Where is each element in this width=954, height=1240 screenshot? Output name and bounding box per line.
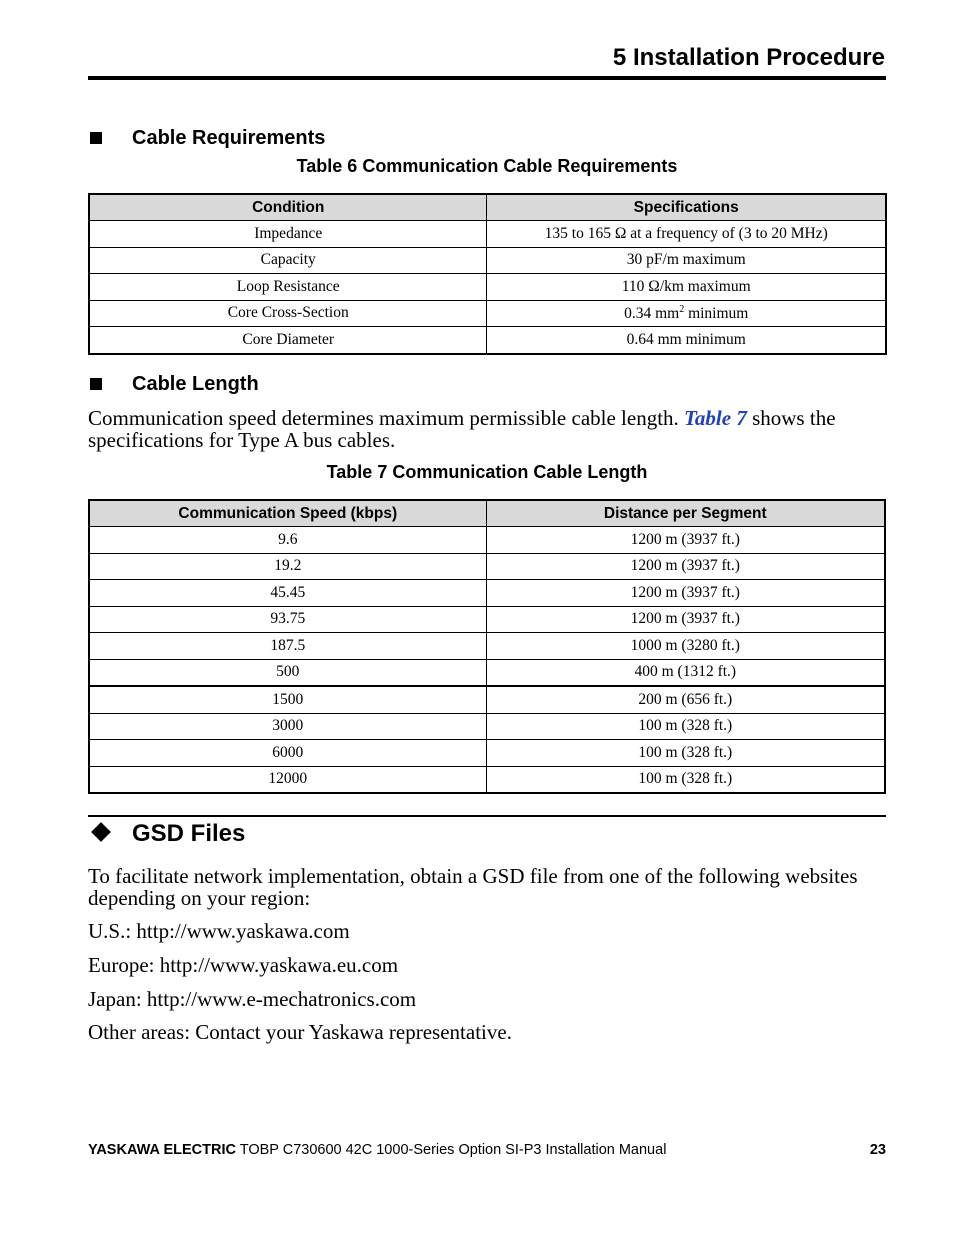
- page-number: 23: [869, 1142, 886, 1158]
- gsd-files-heading: GSD Files: [132, 820, 246, 847]
- gsd-line-us: U.S.: http://www.yaskawa.com: [88, 919, 350, 943]
- table-cell: Core Diameter: [89, 327, 487, 354]
- table-row: [89, 527, 885, 554]
- table-cell: 100 m (328 ft.): [486, 766, 885, 793]
- footer-doc-info: YASKAWA ELECTRIC TOBP C730600 42C 1000-Series Option SI-P3 Installation Manual: [88, 1142, 667, 1158]
- table-cell: 30 pF/m maximum: [487, 247, 886, 274]
- table-cell: 1200 m (3937 ft.): [486, 606, 885, 633]
- table-cell: 6000: [89, 740, 486, 767]
- column-header: Communication Speed (kbps): [89, 500, 486, 527]
- column-header: Condition: [89, 194, 487, 221]
- table-row: [89, 274, 886, 301]
- cable-length-table: [88, 499, 886, 794]
- table-7-link[interactable]: Table 7: [684, 406, 747, 430]
- table-cell: 9.6: [89, 527, 486, 554]
- table-cell: 93.75: [89, 606, 486, 633]
- square-bullet-icon: [90, 378, 102, 390]
- table-cell: 110 Ω/km maximum: [487, 274, 886, 301]
- table-row: [89, 713, 885, 740]
- table-cell: 100 m (328 ft.): [486, 713, 885, 740]
- table-cell: Loop Resistance: [89, 274, 487, 301]
- table-row: [89, 247, 886, 274]
- table-cell: 1000 m (3280 ft.): [486, 633, 885, 660]
- cable-length-intro: Communication speed determines maximum permissible cable length. Table 7 shows the specifications for Type A bus cables.: [88, 406, 836, 452]
- chapter-title: 5 Installation Procedure: [612, 44, 885, 71]
- table-header-row: [89, 194, 886, 221]
- square-bullet-icon: [90, 132, 102, 144]
- table-row: [89, 766, 885, 793]
- table-cell: Core Cross-Section: [89, 300, 487, 327]
- header-rule: [88, 76, 886, 80]
- table-header-row: [89, 500, 885, 527]
- diamond-bullet-icon: [91, 822, 111, 842]
- table-cell: 45.45: [89, 580, 486, 607]
- gsd-intro: To facilitate network implementation, obtain a GSD file from one of the following websites depending on your region:: [88, 864, 858, 910]
- table-row: [89, 659, 885, 686]
- table-cell: 0.34 $mm^2$ minimum: [487, 300, 886, 327]
- table-cell: 1200 m (3937 ft.): [486, 580, 885, 607]
- table-row: [89, 553, 885, 580]
- table-cell: 135 to 165 Ω at a frequency of (3 to 20 MHz): [487, 221, 886, 248]
- table-cell: 3000: [89, 713, 486, 740]
- table-cell: Impedance: [89, 221, 487, 248]
- table-row: [89, 740, 885, 767]
- table-row: [89, 686, 885, 713]
- table-row: [89, 633, 885, 660]
- table-cell: Capacity: [89, 247, 487, 274]
- table-cell: 200 m (656 ft.): [486, 686, 885, 713]
- column-header: Distance per Segment: [486, 500, 885, 527]
- table-cell: 100 m (328 ft.): [486, 740, 885, 767]
- cable-requirements-heading: Cable Requirements: [88, 127, 102, 149]
- table-row: [89, 580, 885, 607]
- cable-requirements-table: [88, 193, 887, 355]
- table-cell: 19.2: [89, 553, 486, 580]
- table-row: [89, 606, 885, 633]
- section-rule: [88, 815, 886, 817]
- column-header: Specifications: [487, 194, 886, 221]
- table-cell: 1200 m (3937 ft.): [486, 553, 885, 580]
- page-footer: [88, 1142, 886, 1158]
- table-cell: 0.64 mm minimum: [487, 327, 886, 354]
- table-row: [89, 221, 886, 248]
- gsd-line-europe: Europe: http://www.yaskawa.eu.com: [88, 953, 399, 977]
- table-cell: 1200 m (3937 ft.): [486, 527, 885, 554]
- cable-length-heading: Cable Length: [88, 373, 102, 395]
- table-cell: 1500: [89, 686, 486, 713]
- gsd-line-japan: Japan: http://www.e-mechatronics.com: [88, 987, 417, 1011]
- table-row: [89, 327, 886, 354]
- gsd-line-other: Other areas: Contact your Yaskawa representative.: [88, 1020, 512, 1044]
- table-cell: 12000: [89, 766, 486, 793]
- table-7-caption: Table 7 Communication Cable Length: [326, 462, 648, 482]
- table-cell: 400 m (1312 ft.): [486, 659, 885, 686]
- table-row: [89, 300, 886, 327]
- table-cell: 500: [89, 659, 486, 686]
- table-6-caption: Table 6 Communication Cable Requirements: [296, 156, 678, 176]
- table-cell: 187.5: [89, 633, 486, 660]
